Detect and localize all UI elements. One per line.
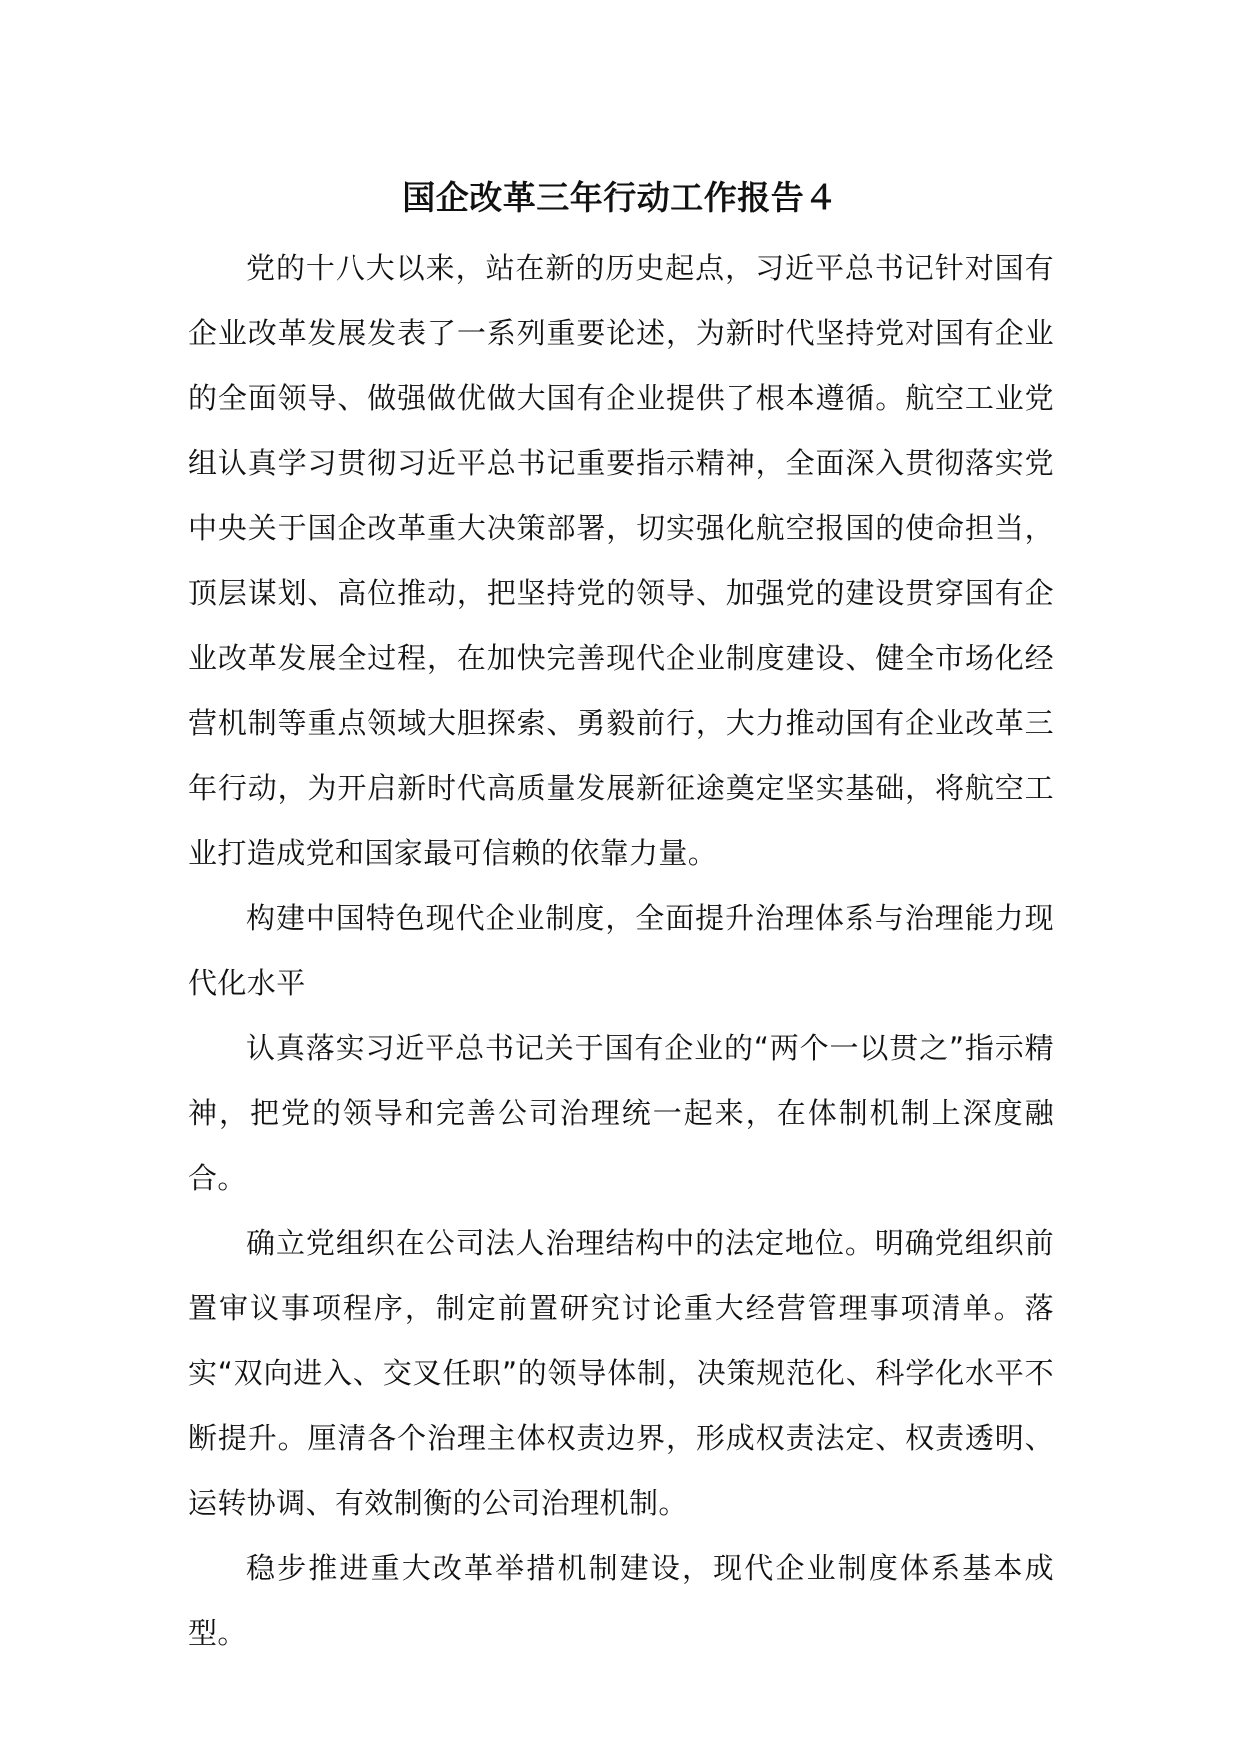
paragraph-governance: 确立党组织在公司法人治理结构中的法定地位。明确党组织前置审议事项程序，制定前置研究讨论重大经营管理事项清单。落实“双向进入、交叉任职”的领导体制，决策规范化、科学化水平不断提升。厘清各个治理主体权责边界，形成权责法定、权责透明、运转协调、有效制衡的公司治理机制。 — [188, 1226, 1054, 1520]
paragraph-reform-mechanism: 稳步推进重大改革举措机制建设，现代企业制度体系基本成型。 — [188, 1551, 1054, 1650]
document-title: 国企改革三年行动工作报告４ — [402, 178, 838, 217]
document-body — [188, 236, 1054, 1666]
paragraph-section-heading: 构建中国特色现代企业制度，全面提升治理体系与治理能力现代化水平 — [188, 901, 1054, 1000]
paragraph-intro: 党的十八大以来，站在新的历史起点，习近平总书记针对国有企业改革发展发表了一系列重要论述，为新时代坚持党对国有企业的全面领导、做强做优做大国有企业提供了根本遵循。航空工业党组认真学习贯彻习近平总书记重要指示精神，全面深入贯彻落实党中央关于国企改革重大决策部署，切实强化航空报国的使命担当，顶层谋划、高位推动，把坚持党的领导、加强党的建设贯穿国有企业改革发展全过程，在加快完善现代企业制度建设、健全市场化经营机制等重点领域大胆探索、勇毅前行，大力推动国有企业改革三年行动，为开启新时代高质量发展新征途奠定坚实基础，将航空工业打造成党和国家最可信赖的依靠力量。 — [188, 251, 1054, 870]
paragraph-implementation: 认真落实习近平总书记关于国有企业的“两个一以贯之”指示精神，把党的领导和完善公司治理统一起来，在体制机制上深度融合。 — [188, 1031, 1054, 1195]
